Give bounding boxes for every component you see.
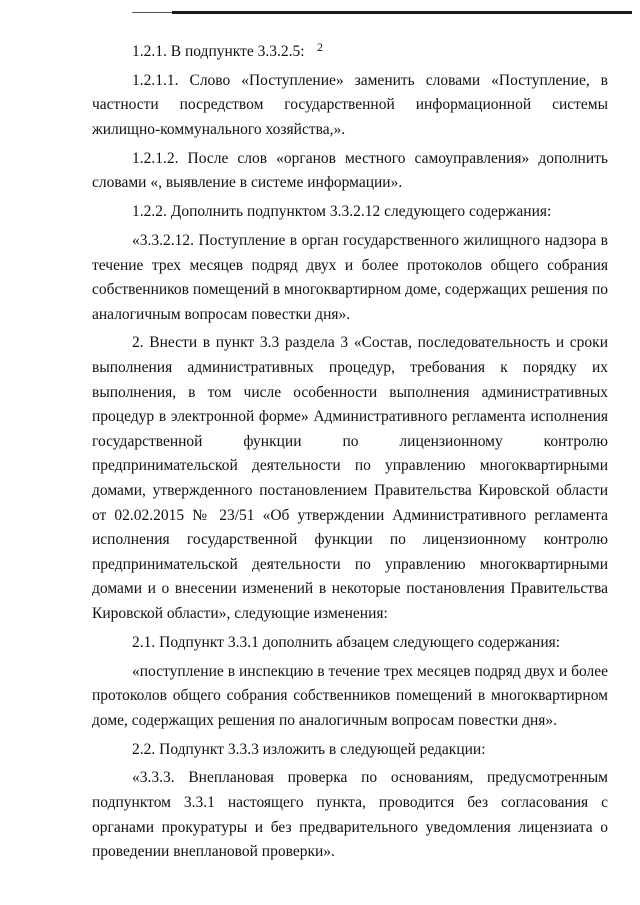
paragraph-1-2-1: 1.2.1. В подпункте 3.3.2.5:: [132, 43, 305, 60]
paragraph-1-2-1-2: 1.2.1.2. После слов «органов местного самоуправления» дополнить словами «, выявление в системе информации».: [92, 149, 608, 192]
paragraph-1-2-1-1: 1.2.1.1. Слово «Поступление» заменить словами «Поступление, в частности посредством государственной информационной системы жилищно-коммунального хозяйства,».: [92, 71, 608, 138]
page-number: 2: [317, 40, 323, 54]
paragraph-1-2-2: 1.2.2. Дополнить подпунктом 3.3.2.12 следующего содержания:: [132, 203, 552, 221]
paragraph-2: 2. Внести в пункт 3.3 раздела 3 «Состав, последовательность и сроки выполнения административных процедур, требования к порядку их выполнения, в том числе особенности выполнения административных процедур в электронной форме» Административного регламента исполнения государственной функции по лицензионному контролю предпринимательской деятельности по управлению многоквартирными домами, утвержденного постановлением Правительства Кировской области от 02.02.2015 № 23/51 «Об утверждении Административного регламента исполнения государственной функции по лицензионному контролю предпринимательской деятельности по управлению многоквартирными домами и о внесении изменений в некоторые постановления Правительства Кировской области», следующие изменения:: [92, 334, 608, 622]
paragraph-3-3-3-quote: «3.3.3. Внеплановая проверка по основаниям, предусмотренным подпунктом 3.3.1 настоящего пункта, проводится без согласования с органами прокуратуры и без предварительного уведомления лицензиата о проведении внеплановой проверки».: [92, 769, 608, 861]
document-body: [92, 40, 608, 869]
header-rule-thin: [132, 12, 172, 13]
header-rule: [172, 11, 632, 14]
paragraph-2-1-quote: «поступление в инспекцию в течение трех месяцев подряд двух и более протоколов общего собрания собственников помещений в многоквартирном доме, содержащих решения по аналогичным вопросам повестки дня».: [92, 662, 608, 729]
paragraph-3-3-2-12-quote: «3.3.2.12. Поступление в орган государственного жилищного надзора в течение трех месяцев подряд двух и более протоколов общего собрания собственников помещений в многоквартирном доме, содержащих решения по аналогичным вопросам повестки дня».: [92, 231, 608, 323]
paragraph-2-2: 2.2. Подпункт 3.3.3 изложить в следующей редакции:: [132, 740, 486, 758]
paragraph-2-1: 2.1. Подпункт 3.3.1 дополнить абзацем следующего содержания:: [132, 633, 561, 651]
